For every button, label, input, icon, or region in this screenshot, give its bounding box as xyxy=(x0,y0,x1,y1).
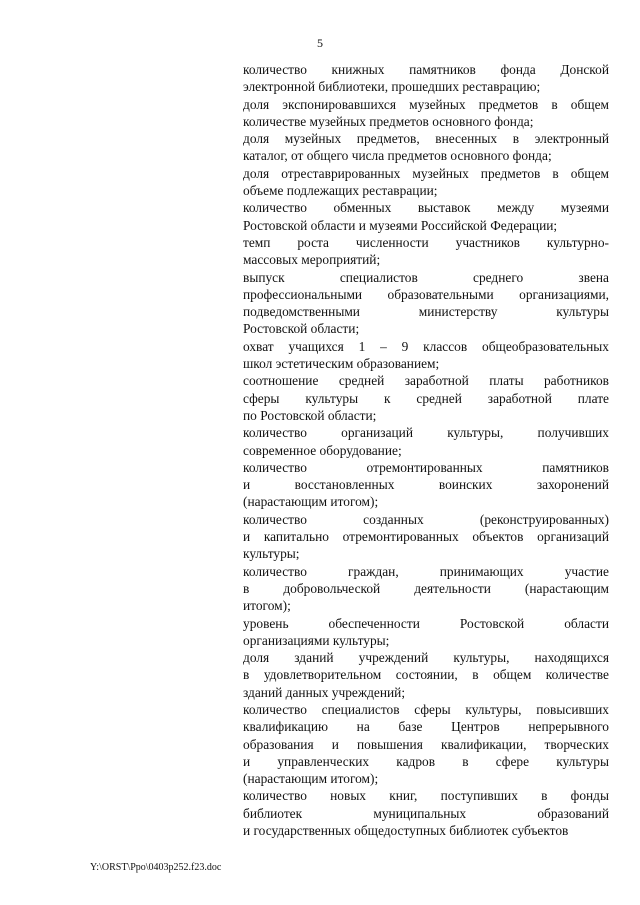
indicator-item xyxy=(243,787,609,839)
indicator-line: и государственных общедоступных библиотек субъектов xyxy=(243,823,569,839)
indicator-line: доля экспонировавшихся музейных предметов в общем xyxy=(243,96,609,112)
indicator-line: доля отреставрированных музейных предметов в общем xyxy=(243,165,609,181)
indicator-line: Ростовской области и музеями Российской Федерации; xyxy=(243,217,558,233)
indicator-item xyxy=(243,424,609,459)
indicator-line: выпуск специалистов среднего звена xyxy=(243,269,609,285)
indicator-item xyxy=(243,234,609,269)
indicator-item xyxy=(243,372,609,424)
indicator-item xyxy=(243,96,609,131)
indicator-line: количество книжных памятников фонда Донской xyxy=(243,62,609,77)
indicator-line: уровень обеспеченности Ростовской области xyxy=(243,615,609,631)
indicator-line: в добровольческой деятельности (нарастающим xyxy=(243,580,609,596)
indicator-line: (нарастающим итогом); xyxy=(243,771,379,787)
indicator-line: школ эстетическим образованием; xyxy=(243,356,440,372)
indicator-line: доля музейных предметов, внесенных в электронный xyxy=(243,131,609,147)
indicator-line: охват учащихся 1 – 9 классов общеобразовательных xyxy=(243,338,609,354)
indicator-item xyxy=(243,459,609,511)
indicator-line: соотношение средней заработной платы работников xyxy=(243,373,609,389)
indicator-line: организациями культуры; xyxy=(243,632,390,648)
indicator-item xyxy=(243,563,609,615)
indicator-line: культуры; xyxy=(243,546,300,562)
document-body xyxy=(243,61,609,839)
indicator-line: и восстановленных воинских захоронений xyxy=(243,477,609,493)
indicator-item xyxy=(243,130,609,165)
indicator-line: в удовлетворительном состоянии, в общем количестве xyxy=(243,667,609,683)
indicator-line: количество созданных (реконструированных) xyxy=(243,511,609,527)
indicator-item xyxy=(243,649,609,701)
indicator-line: образования и повышения квалификации, творческих xyxy=(243,736,609,752)
indicator-line: массовых мероприятий; xyxy=(243,252,381,268)
indicator-line: библиотек муниципальных образований xyxy=(243,805,609,821)
indicator-line: зданий данных учреждений; xyxy=(243,684,406,700)
indicator-line: Ростовской области; xyxy=(243,321,360,337)
indicator-line: количество организаций культуры, получивших xyxy=(243,425,609,441)
indicator-item xyxy=(243,165,609,200)
indicator-line: подведомственными министерству культуры xyxy=(243,304,609,320)
indicator-line: доля зданий учреждений культуры, находящихся xyxy=(243,650,609,666)
indicator-line: по Ростовской области; xyxy=(243,407,377,423)
indicator-line: и управленческих кадров в сфере культуры xyxy=(243,753,609,769)
indicator-line: объеме подлежащих реставрации; xyxy=(243,183,438,199)
indicator-item xyxy=(243,615,609,650)
indicator-item xyxy=(243,511,609,563)
indicator-item xyxy=(243,61,609,96)
page-number: 5 xyxy=(317,36,323,50)
indicator-item xyxy=(243,338,609,373)
indicator-line: темп роста численности участников культурно- xyxy=(243,234,609,250)
indicator-line: итогом); xyxy=(243,598,291,614)
indicator-item xyxy=(243,701,609,787)
indicator-line: количество отремонтированных памятников xyxy=(243,459,609,475)
indicator-line: каталог, от общего числа предметов основного фонда; xyxy=(243,148,552,164)
indicator-item xyxy=(243,199,609,234)
footer-file-path: Y:\ORST\Ppo\0403p252.f23.doc xyxy=(90,862,222,873)
indicator-line: современное оборудование; xyxy=(243,442,402,458)
indicator-item xyxy=(243,269,609,338)
indicator-line: профессиональными образовательными организациями, xyxy=(243,286,609,302)
indicator-line: и капитально отремонтированных объектов организаций xyxy=(243,529,609,545)
indicator-line: электронной библиотеки, прошедших реставрацию; xyxy=(243,79,541,95)
indicator-line: (нарастающим итогом); xyxy=(243,494,379,510)
indicator-line: квалификацию на базе Центров непрерывного xyxy=(243,719,609,735)
indicator-line: количество специалистов сферы культуры, повысивших xyxy=(243,701,609,717)
indicator-line: количество обменных выставок между музеями xyxy=(243,200,609,216)
indicator-line: сферы культуры к средней заработной плате xyxy=(243,390,609,406)
indicator-line: количестве музейных предметов основного фонда; xyxy=(243,113,534,129)
indicator-line: количество новых книг, поступивших в фонды xyxy=(243,788,609,804)
indicator-line: количество граждан, принимающих участие xyxy=(243,563,609,579)
